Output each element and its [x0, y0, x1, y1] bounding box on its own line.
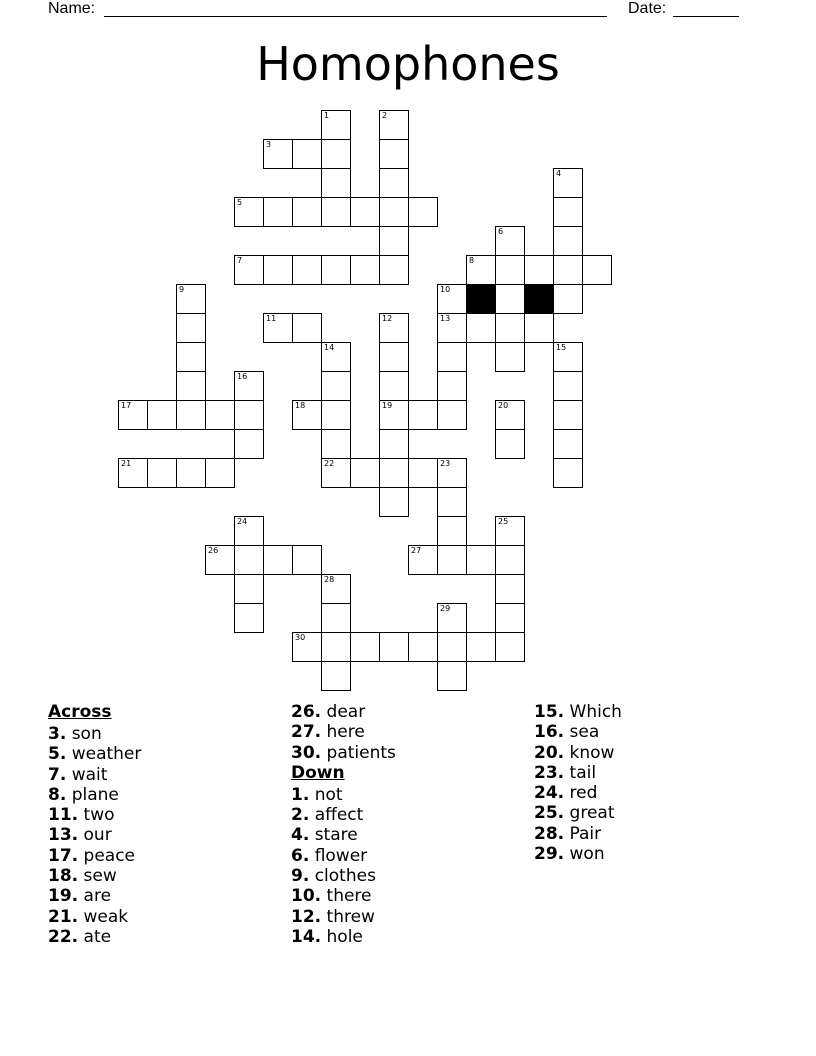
clue-number: 9	[179, 285, 185, 294]
clue-item	[534, 824, 764, 844]
clue-item	[534, 783, 764, 803]
grid-cell[interactable]	[147, 400, 177, 430]
grid-cell[interactable]	[292, 197, 322, 227]
grid-cell[interactable]	[379, 110, 409, 140]
clue-num: 15.	[534, 702, 565, 722]
grid-cell[interactable]	[408, 458, 438, 488]
grid-cell[interactable]	[437, 284, 467, 314]
clue-item	[291, 805, 521, 825]
clue-number: 3	[266, 140, 272, 149]
grid-cell[interactable]	[321, 400, 351, 430]
grid-cell[interactable]	[379, 168, 409, 198]
black-cell	[524, 284, 554, 314]
grid-cell[interactable]	[553, 429, 583, 459]
grid-cell[interactable]	[321, 632, 351, 662]
clue-num: 17.	[48, 845, 79, 866]
clue-num: 24.	[534, 783, 565, 804]
grid-cell[interactable]	[495, 313, 525, 343]
grid-cell[interactable]	[437, 632, 467, 662]
clue-text: tail	[569, 762, 597, 783]
grid-cell[interactable]	[321, 429, 351, 459]
clue-item	[48, 765, 278, 785]
grid-cell[interactable]	[321, 661, 351, 691]
clue-number: 22	[324, 459, 335, 468]
clue-text: sea	[569, 722, 600, 743]
grid-cell[interactable]	[553, 371, 583, 401]
clue-text: there	[326, 886, 372, 907]
clue-item	[534, 702, 764, 722]
grid-cell[interactable]	[205, 545, 235, 575]
grid-cell[interactable]	[379, 487, 409, 517]
clue-number: 25	[498, 517, 509, 526]
grid-cell[interactable]	[176, 371, 206, 401]
clue-text: flower	[314, 845, 368, 866]
clue-number: 28	[324, 575, 335, 584]
grid-cell[interactable]	[553, 400, 583, 430]
grid-cell[interactable]	[234, 255, 264, 285]
clue-number: 16	[237, 372, 248, 381]
clue-item	[291, 743, 521, 763]
grid-cell[interactable]	[321, 255, 351, 285]
date-label: Date:	[628, 0, 667, 17]
clue-num: 29.	[534, 844, 565, 865]
grid-cell[interactable]	[379, 255, 409, 285]
clue-text: not	[314, 784, 343, 805]
clue-num: 2.	[291, 805, 310, 826]
clue-item	[48, 886, 278, 906]
grid-cell[interactable]	[350, 197, 380, 227]
clue-item	[291, 785, 521, 805]
clue-item	[291, 866, 521, 886]
grid-cell[interactable]	[495, 226, 525, 256]
grid-cell[interactable]	[205, 400, 235, 430]
clue-item	[48, 785, 278, 805]
clue-number: 29	[440, 604, 451, 613]
clue-text: weak	[83, 906, 129, 927]
clue-number: 2	[382, 111, 388, 120]
grid-cell[interactable]	[118, 400, 148, 430]
grid-cell[interactable]	[379, 458, 409, 488]
grid-cell[interactable]	[321, 371, 351, 401]
clue-number: 4	[556, 169, 562, 178]
clue-num: 14.	[291, 926, 322, 947]
clue-item	[291, 722, 521, 742]
grid-cell[interactable]	[176, 400, 206, 430]
clue-num: 20.	[534, 742, 565, 763]
clue-num: 26.	[291, 702, 322, 722]
clue-num: 5.	[48, 744, 67, 765]
clue-text: sew	[83, 866, 117, 887]
clue-item	[534, 803, 764, 823]
grid-cell[interactable]	[437, 342, 467, 372]
clue-item	[291, 886, 521, 906]
clue-num: 21.	[48, 906, 79, 927]
clue-item	[48, 927, 278, 947]
clue-num: 13.	[48, 825, 79, 846]
grid-cell[interactable]	[582, 255, 612, 285]
clue-number: 24	[237, 517, 248, 526]
grid-cell[interactable]	[408, 197, 438, 227]
clue-item	[48, 805, 278, 825]
grid-cell[interactable]	[379, 429, 409, 459]
clue-item	[291, 907, 521, 927]
clue-text: two	[83, 805, 115, 826]
grid-cell[interactable]	[321, 168, 351, 198]
clue-column-2	[291, 702, 521, 947]
grid-cell[interactable]	[321, 139, 351, 169]
grid-cell[interactable]	[147, 458, 177, 488]
clue-text: are	[83, 886, 112, 907]
grid-cell[interactable]	[234, 574, 264, 604]
grid-cell[interactable]	[437, 400, 467, 430]
clue-num: 1.	[291, 784, 310, 805]
grid-cell[interactable]	[553, 197, 583, 227]
clue-num: 22.	[48, 926, 79, 947]
clue-text: red	[569, 783, 598, 804]
name-label: Name:	[48, 0, 96, 17]
grid-cell[interactable]	[495, 516, 525, 546]
clue-num: 23.	[534, 762, 565, 783]
grid-cell[interactable]	[437, 313, 467, 343]
grid-cell[interactable]	[495, 632, 525, 662]
grid-cell[interactable]	[321, 603, 351, 633]
grid-cell[interactable]	[379, 226, 409, 256]
clue-item	[48, 866, 278, 886]
clue-text: Pair	[569, 823, 602, 844]
grid-cell[interactable]	[350, 458, 380, 488]
clue-number: 1	[324, 111, 330, 120]
clue-text: plane	[71, 784, 119, 805]
grid-cell[interactable]	[292, 313, 322, 343]
clue-num: 8.	[48, 784, 67, 805]
grid-cell[interactable]	[321, 110, 351, 140]
clue-num: 11.	[48, 805, 79, 826]
clue-num: 6.	[291, 845, 310, 866]
clue-number: 21	[121, 459, 132, 468]
clue-item	[534, 763, 764, 783]
grid-cell[interactable]	[263, 197, 293, 227]
grid-cell[interactable]	[437, 487, 467, 517]
grid-cell[interactable]	[553, 226, 583, 256]
grid-cell[interactable]	[553, 255, 583, 285]
grid-cell[interactable]	[408, 632, 438, 662]
grid-cell[interactable]	[466, 632, 496, 662]
clue-item	[48, 846, 278, 866]
grid-cell[interactable]	[466, 313, 496, 343]
grid-cell[interactable]	[553, 458, 583, 488]
clue-num: 10.	[291, 886, 322, 907]
grid-cell[interactable]	[234, 545, 264, 575]
grid-cell[interactable]	[292, 545, 322, 575]
clue-item	[291, 927, 521, 947]
grid-cell[interactable]	[437, 545, 467, 575]
clue-item	[48, 724, 278, 744]
grid-cell[interactable]	[176, 284, 206, 314]
clue-num: 27.	[291, 722, 322, 743]
clue-item	[291, 846, 521, 866]
grid-cell[interactable]	[437, 371, 467, 401]
grid-cell[interactable]	[379, 197, 409, 227]
grid-cell[interactable]	[263, 139, 293, 169]
grid-cell[interactable]	[379, 371, 409, 401]
clue-num: 16.	[534, 722, 565, 743]
clue-text: won	[569, 844, 605, 865]
grid-cell[interactable]	[263, 255, 293, 285]
grid-cell[interactable]	[437, 603, 467, 633]
grid-cell[interactable]	[495, 429, 525, 459]
clue-number: 15	[556, 343, 567, 352]
clue-num: 12.	[291, 906, 322, 927]
clue-number: 5	[237, 198, 243, 207]
clue-text: hole	[326, 926, 363, 947]
grid-cell[interactable]	[495, 284, 525, 314]
grid-cell[interactable]	[495, 255, 525, 285]
grid-cell[interactable]	[524, 313, 554, 343]
grid-cell[interactable]	[350, 255, 380, 285]
clue-text: clothes	[314, 866, 376, 887]
grid-cell[interactable]	[524, 255, 554, 285]
clue-text: affect	[314, 805, 364, 826]
clue-number: 20	[498, 401, 509, 410]
clue-number: 18	[295, 401, 306, 410]
clue-number: 30	[295, 633, 306, 642]
grid-cell[interactable]	[234, 516, 264, 546]
grid-cell[interactable]	[234, 603, 264, 633]
clue-number: 19	[382, 401, 393, 410]
clue-number: 10	[440, 285, 451, 294]
black-cell	[466, 284, 496, 314]
grid-cell[interactable]	[437, 516, 467, 546]
clue-text: know	[569, 742, 615, 763]
clue-number: 11	[266, 314, 277, 323]
grid-cell[interactable]	[234, 400, 264, 430]
grid-cell[interactable]	[292, 255, 322, 285]
grid-cell[interactable]	[495, 342, 525, 372]
clue-number: 8	[469, 256, 475, 265]
clue-text: stare	[314, 825, 358, 846]
clue-item	[48, 825, 278, 845]
page-title: Homophones	[256, 37, 560, 91]
grid-cell[interactable]	[292, 632, 322, 662]
grid-cell[interactable]	[495, 603, 525, 633]
clue-text: weather	[71, 744, 142, 765]
grid-cell[interactable]	[495, 574, 525, 604]
clue-text: son	[71, 724, 102, 744]
grid-cell[interactable]	[321, 458, 351, 488]
clue-num: 4.	[291, 825, 310, 846]
clue-number: 6	[498, 227, 504, 236]
grid-cell[interactable]	[234, 429, 264, 459]
grid-cell[interactable]	[466, 255, 496, 285]
clue-item	[48, 907, 278, 927]
clue-number: 27	[411, 546, 422, 555]
clue-column-1	[48, 702, 278, 947]
clue-number: 17	[121, 401, 132, 410]
clue-text: Which	[569, 702, 622, 722]
clue-number: 7	[237, 256, 243, 265]
clue-text: peace	[83, 845, 136, 866]
grid-cell[interactable]	[321, 342, 351, 372]
clue-number: 26	[208, 546, 219, 555]
grid-cell[interactable]	[205, 458, 235, 488]
clue-num: 3.	[48, 724, 67, 744]
clue-item	[291, 702, 521, 722]
clue-num: 28.	[534, 823, 565, 844]
grid-cell[interactable]	[437, 458, 467, 488]
clue-text: threw	[326, 906, 375, 927]
clue-num: 19.	[48, 886, 79, 907]
clue-item	[291, 825, 521, 845]
grid-cell[interactable]	[553, 342, 583, 372]
clue-number: 13	[440, 314, 451, 323]
grid-cell[interactable]	[176, 458, 206, 488]
grid-cell[interactable]	[292, 400, 322, 430]
grid-cell[interactable]	[408, 545, 438, 575]
clue-number: 23	[440, 459, 451, 468]
clue-number: 14	[324, 343, 335, 352]
across-heading: Across	[48, 702, 112, 722]
grid-cell[interactable]	[263, 313, 293, 343]
clue-item	[534, 743, 764, 763]
down-heading: Down	[291, 762, 345, 783]
clue-text: great	[569, 803, 615, 824]
grid-cell[interactable]	[350, 632, 380, 662]
grid-cell[interactable]	[176, 313, 206, 343]
grid-cell[interactable]	[495, 545, 525, 575]
clue-num: 25.	[534, 803, 565, 824]
clue-text: ate	[83, 926, 112, 947]
clue-num: 7.	[48, 764, 67, 785]
clue-num: 9.	[291, 866, 310, 887]
grid-cell[interactable]	[321, 197, 351, 227]
grid-cell[interactable]	[379, 139, 409, 169]
grid-cell[interactable]	[263, 545, 293, 575]
grid-cell[interactable]	[466, 545, 496, 575]
clue-number: 12	[382, 314, 393, 323]
grid-cell[interactable]	[176, 342, 206, 372]
clue-text: wait	[71, 764, 108, 785]
grid-cell[interactable]	[553, 284, 583, 314]
grid-cell[interactable]	[118, 458, 148, 488]
grid-cell[interactable]	[379, 313, 409, 343]
grid-cell[interactable]	[495, 400, 525, 430]
clue-text: our	[83, 825, 112, 846]
clue-text: dear	[326, 702, 366, 722]
clue-item	[534, 844, 764, 864]
grid-cell[interactable]	[437, 661, 467, 691]
grid-cell[interactable]	[379, 342, 409, 372]
grid-cell[interactable]	[408, 400, 438, 430]
grid-cell[interactable]	[234, 371, 264, 401]
grid-cell[interactable]	[234, 197, 264, 227]
clue-item	[48, 744, 278, 764]
clue-text: here	[326, 722, 365, 743]
grid-cell[interactable]	[321, 574, 351, 604]
clue-text: patients	[326, 742, 396, 763]
clue-item	[534, 722, 764, 742]
grid-cell[interactable]	[553, 168, 583, 198]
grid-cell[interactable]	[379, 400, 409, 430]
clue-num: 18.	[48, 866, 79, 887]
grid-cell[interactable]	[292, 139, 322, 169]
clue-column-3	[534, 702, 764, 864]
grid-cell[interactable]	[379, 632, 409, 662]
clue-num: 30.	[291, 742, 322, 763]
